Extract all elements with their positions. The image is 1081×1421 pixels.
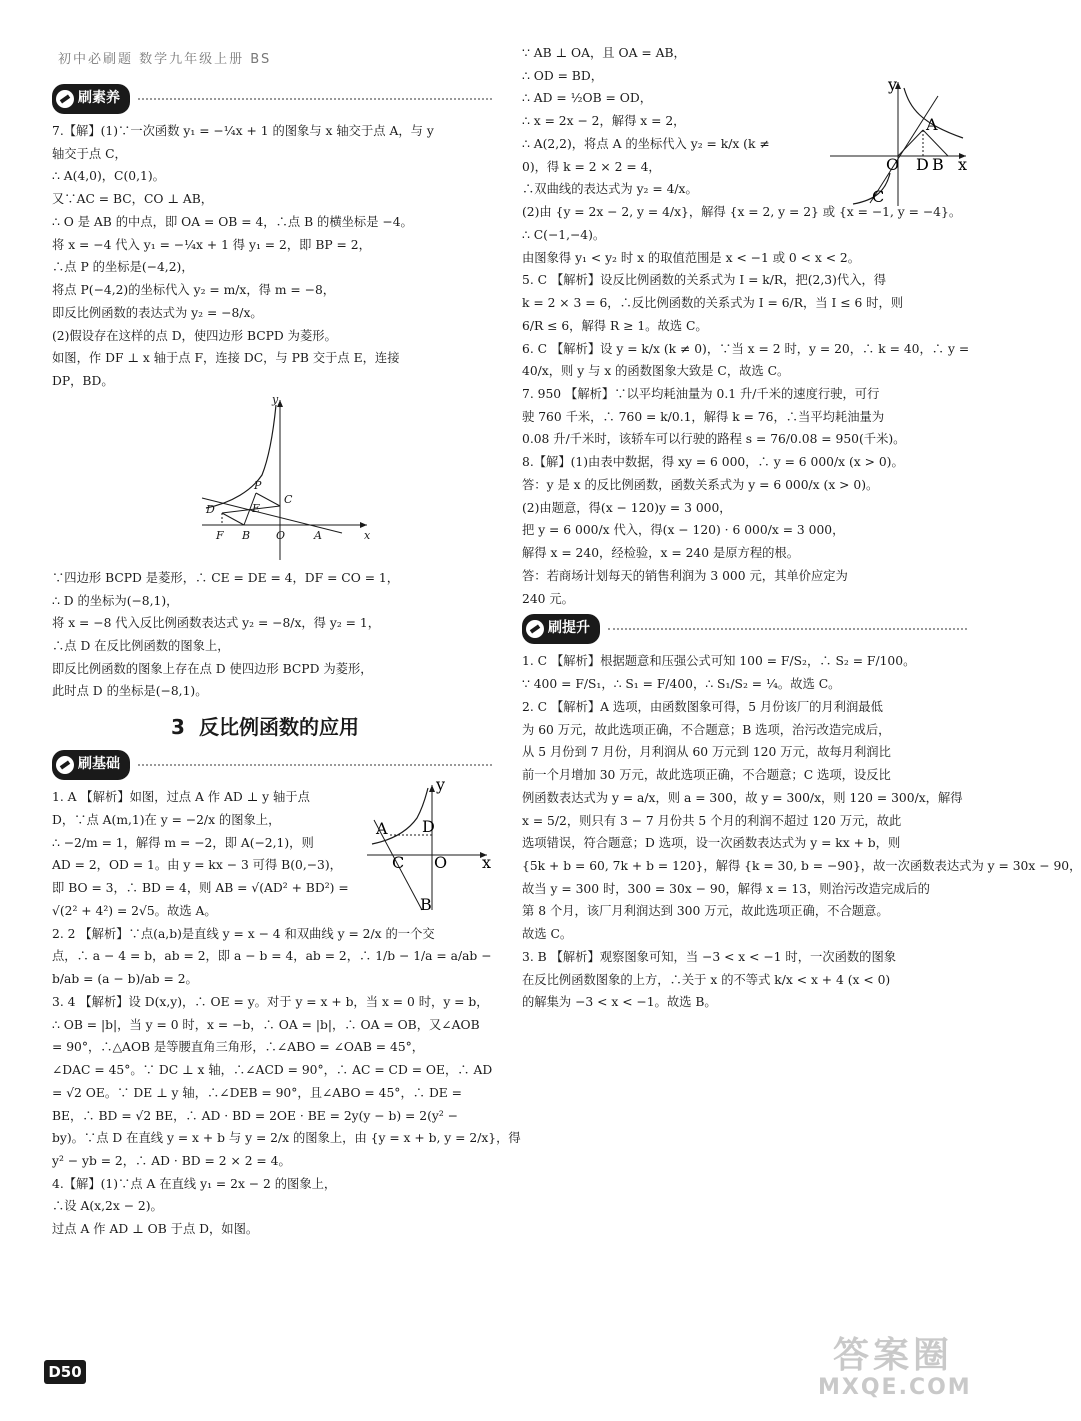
text-line: 3. 4 【解析】设 D(x,y)，∴ OE = y。对于 y = x + b，当 x = 0 时，y = b，	[52, 994, 489, 1009]
text-line: {5k + b = 60, 7k + b = 120}，解得 {k = 30, b = −90}，故一次函数表达式为 y = 30x − 90，	[522, 858, 1081, 873]
svg-text:C: C	[392, 853, 405, 872]
text-line: ∴ AD = ½OB = OD，	[522, 91, 652, 106]
text-line: (2)由题意，得(x − 120)y = 3 000，	[522, 500, 732, 515]
svg-text:A: A	[314, 528, 322, 542]
solution-7-part2	[52, 567, 492, 703]
text-line: b/ab = (a − b)/ab = 2。	[52, 972, 198, 987]
text-line: 7. 950 【解析】∵以平均耗油量为 0.1 升/千米的速度行驶，可行	[522, 387, 880, 402]
text-line: 为 60 万元，故此选项正确，不合题意；B 选项，治污改造完成后，	[522, 722, 891, 737]
watermark-url: MXQE.COM	[818, 1375, 972, 1400]
text-line: 2. C 【解析】A 选项，由函数图象可得，5 月份该厂的月利润最低	[522, 699, 883, 714]
svg-text:D: D	[916, 155, 929, 174]
text-line: 第 8 个月，该厂月利润达到 300 万元，故此选项正确，不合题意。	[522, 904, 889, 919]
svg-text:B: B	[242, 528, 251, 542]
text-line: 40/x，则 y 与 x 的函数图象大致是 C，故选 C。	[522, 364, 790, 379]
text-line: 1. C 【解析】根据题意和压强公式可知 100 = F/S₂，∴ S₂ = F/100。	[522, 654, 916, 669]
banner-tisheng	[522, 614, 967, 644]
text-line: = 90°，∴△AOB 是等腰直角三角形，∴∠ABO = ∠OAB = 45°，	[52, 1040, 425, 1055]
svg-text:P: P	[254, 478, 262, 492]
text-line: 2. 2 【解析】∵点(a,b)是直线 y = x − 4 和双曲线 y = 2/x 的一个交	[52, 926, 435, 941]
text-line: 驶 760 千米，∴ 760 = k/0.1，解得 k = 76，∴当平均耗油量为	[522, 409, 885, 424]
text-line: 将 x = −8 代入反比例函数表达式 y₂ = −8/x，得 y₂ = 1，	[52, 616, 380, 631]
pencil-icon	[56, 90, 74, 108]
text-line: 240 元。	[522, 591, 574, 606]
text-line: ∴ O 是 AB 的中点，即 OA = OB = 4，∴点 B 的横坐标是 −4。	[52, 214, 413, 229]
svg-text:D: D	[422, 817, 435, 836]
text-line: 将点 P(−4,2)的坐标代入 y₂ = m/x，得 m = −8，	[52, 283, 336, 298]
svg-text:O: O	[886, 155, 900, 174]
text-line: ∴点 P 的坐标是(−4,2)，	[52, 260, 194, 275]
text-line: AD = 2，OD = 1。由 y = kx − 3 可得 B(0,−3)，	[52, 858, 342, 873]
badge-label: 刷素养	[78, 90, 120, 107]
text-line: 故当 y = 300 时，300 = 30x − 90，解得 x = 13，则治污改造完成后的	[522, 881, 930, 896]
dotted-rule	[138, 98, 492, 100]
text-line: 轴交于点 C，	[52, 146, 127, 161]
pencil-icon	[526, 620, 544, 638]
text-line: 即反比例函数的表达式为 y₂ = −8/x。	[52, 305, 263, 320]
text-line: 把 y = 6 000/x 代入，得(x − 120) · 6 000/x = 3 000，	[522, 523, 845, 538]
text-line: 6/R ≤ 6，解得 R ≥ 1。故选 C。	[522, 318, 708, 333]
text-line: ∴点 D 在反比例函数的图象上，	[52, 639, 230, 654]
text-line: ∴双曲线的表达式为 y₂ = 4/x。	[522, 182, 698, 197]
text-line: 0.08 升/千米时，该轿车可以行驶的路程 s = 76/0.08 = 950(千米)。	[522, 432, 906, 447]
svg-text:y: y	[888, 75, 898, 94]
section-number: 3	[171, 715, 185, 740]
svg-text:x: x	[364, 528, 371, 542]
text-line: k = 2 × 3 = 6，∴反比例函数的关系式为 I = 6/R，当 I ≤ 6 时，则	[522, 296, 904, 311]
text-line: ∵ AB ⊥ OA，且 OA = AB，	[522, 46, 686, 60]
text-line: 8.【解】(1)由表中数据，得 xy = 6 000，∴ y = 6 000/x (x > 0)。	[522, 455, 904, 470]
svg-text:O: O	[434, 853, 448, 872]
text-line: ∵四边形 BCPD 是菱形，∴ CE = DE = 4，DF = CO = 1，	[52, 570, 400, 585]
page-number: D50	[44, 1360, 86, 1384]
svg-text:C: C	[284, 492, 293, 506]
svg-text:D: D	[206, 502, 215, 516]
text-line: (2)假设存在这样的点 D，使四边形 BCPD 为菱形。	[52, 328, 337, 343]
dotted-rule	[138, 764, 492, 766]
text-line: 答：若商场计划每天的销售利润为 3 000 元，其单价应定为	[522, 568, 848, 583]
text-line: y² − yb = 2，∴ AD · BD = 2 × 2 = 4。	[52, 1153, 291, 1168]
text-line: 即反比例函数的图象上存在点 D 使四边形 BCPD 为菱形，	[52, 661, 373, 676]
text-line: (2)由 {y = 2x − 2, y = 4/x}，解得 {x = 2, y = 2} 或 {x = −1, y = −4}。	[522, 205, 962, 220]
text-line: 从 5 月份到 7 月份，月利润从 60 万元到 120 万元，故每月利润比	[522, 745, 891, 760]
svg-text:y: y	[436, 775, 446, 794]
text-line: x = 5/2，则只有 3 − 7 月份共 5 个月的利润不超过 120 万元，故此	[522, 813, 902, 828]
text-line: 点，∴ a − 4 = b，ab = 2，即 a − b = 4，ab = 2，∴ 1/b − 1/a = a/ab −	[52, 949, 492, 964]
text-line: DP，BD。	[52, 374, 114, 389]
text-line: ∴ OB = |b|，当 y = 0 时，x = −b，∴ OA = |b|，∴ OA = OB，又∠AOB	[52, 1017, 480, 1032]
dotted-rule	[608, 628, 967, 630]
figure-q4-graph	[828, 75, 968, 208]
text-line: 的解集为 −3 < x < −1。故选 B。	[522, 995, 717, 1010]
badge	[52, 750, 130, 780]
watermark-logo-text: 答案圈	[832, 1335, 953, 1376]
text-line: ∴ C(−1,−4)。	[522, 227, 606, 242]
svg-text:O: O	[276, 528, 286, 542]
text-line: 在反比例函数图象的上方，∴关于 x 的不等式 k/x < x + 4 (x < 0)	[522, 972, 891, 987]
text-line: ∴ x = 2x − 2，解得 x = 2，	[522, 114, 686, 129]
text-line: 0)，得 k = 2 × 2 = 4，	[522, 159, 661, 174]
text-line: by)。∵点 D 在直线 y = x + b 与 y = 2/x 的图象上，由 {y = x + b, y = 2/x}，得	[52, 1131, 521, 1146]
advanced-solutions	[522, 650, 1081, 1014]
text-line: 例函数表达式为 y = a/x，则 a = 300，故 y = 300/x，则 120 = 300/x，解得	[522, 790, 963, 805]
text-line: 故选 C。	[522, 927, 573, 942]
banner-suyang	[52, 84, 492, 114]
pencil-icon	[56, 756, 74, 774]
badge	[522, 614, 600, 644]
svg-text:x: x	[958, 155, 968, 174]
svg-text:A: A	[926, 115, 938, 134]
text-line: BE，∴ BD = √2 BE，∴ AD · BD = 2OE · BE = 2y(y − b) = 2(y² −	[52, 1108, 458, 1123]
text-line: D，∵点 A(m,1)在 y = −2/x 的图象上，	[52, 812, 281, 827]
badge-label: 刷提升	[548, 620, 590, 637]
badge	[52, 84, 130, 114]
text-line: 此时点 D 的坐标是(−8,1)。	[52, 684, 208, 699]
text-line: 前一个月增加 30 万元，故此选项正确，不合题意；C 选项，设反比	[522, 768, 891, 783]
banner-jichu	[52, 750, 492, 780]
text-line: = √2 OE。∵ DE ⊥ y 轴，∴∠DEB = 90°，且∠ABO = 45°，∴ DE =	[52, 1085, 462, 1100]
left-column	[52, 80, 521, 1241]
solution-7-part1	[52, 120, 492, 393]
svg-text:E: E	[252, 501, 261, 515]
text-line: 如图，作 DF ⊥ x 轴于点 F，连接 DC，与 PB 交于点 E，连接	[52, 351, 400, 366]
text-line: ∴ A(4,0)，C(0,1)。	[52, 169, 165, 184]
svg-text:A: A	[376, 819, 388, 838]
text-line: 4.【解】(1)∵点 A 在直线 y₁ = 2x − 2 的图象上，	[52, 1176, 337, 1191]
badge-label: 刷基础	[78, 756, 120, 773]
text-line: ∴ A(2,2)，将点 A 的坐标代入 y₂ = k/x (k ≠	[522, 136, 770, 151]
svg-text:x: x	[482, 853, 492, 872]
text-line: 将 x = −4 代入 y₁ = −¼x + 1 得 y₁ = 2，即 BP = 2，	[52, 237, 371, 252]
text-line: 选项错误，符合题意；D 选项，设一次函数表达式为 y = kx + b，则	[522, 836, 901, 851]
svg-text:B: B	[420, 895, 432, 914]
running-header: 初中必刷题 数学九年级上册 BS	[58, 52, 272, 67]
text-line: ∴ D 的坐标为(−8,1)，	[52, 593, 179, 608]
svg-text:y: y	[272, 392, 279, 406]
text-line: 答：y 是 x 的反比例函数，函数关系式为 y = 6 000/x (x > 0)。	[522, 477, 879, 492]
text-line: 即 BO = 3，∴ BD = 4，则 AB = √(AD² + BD²) =	[52, 881, 349, 896]
text-line: 由图象得 y₁ < y₂ 时 x 的取值范围是 x < −1 或 0 < x < 2。	[522, 250, 861, 265]
text-line: 5. C 【解析】设反比例函数的关系式为 I = k/R，把(2,3)代入，得	[522, 273, 887, 288]
section-heading: 反比例函数的应用	[198, 715, 359, 740]
text-line: 过点 A 作 AD ⊥ OB 于点 D，如图。	[52, 1222, 259, 1237]
text-line: ∴ −2/m = 1，解得 m = −2，即 A(−2,1)，则	[52, 835, 314, 850]
text-line: 又∵AC = BC，CO ⊥ AB，	[52, 192, 214, 207]
text-line: 7.【解】(1)∵一次函数 y₁ = −¼x + 1 的图象与 x 轴交于点 A，与 y	[52, 124, 434, 138]
svg-text:B: B	[932, 155, 944, 174]
text-line: ∵ 400 = F/S₁，∴ S₁ = F/400，∴ S₁/S₂ = ¼。故选 C。	[522, 677, 841, 692]
figure-q1-graph	[362, 775, 492, 915]
site-watermark	[818, 1335, 972, 1400]
text-line: ∠DAC = 45°。∵ DC ⊥ x 轴，∴∠ACD = 90°，∴ AC = CD = OE，∴ AD	[52, 1063, 493, 1078]
text-line: ∴设 A(x,2x − 2)。	[52, 1199, 163, 1214]
figure-rhombus-graph	[192, 392, 372, 565]
svg-text:F: F	[216, 528, 224, 542]
svg-text:C: C	[872, 187, 885, 206]
text-line: √(2² + 4²) = 2√5。故选 A。	[52, 903, 217, 918]
text-line: 3. B 【解析】观察图象可知，当 −3 < x < −1 时，一次函数的图象	[522, 949, 897, 964]
text-line: ∴ OD = BD，	[522, 68, 603, 83]
text-line: 解得 x = 240，经检验，x = 240 是原方程的根。	[522, 546, 800, 561]
text-line: 6. C 【解析】设 y = k/x (k ≠ 0)，∵当 x = 2 时，y = 20，∴ k = 40，∴ y =	[522, 341, 970, 356]
text-line: 1. A 【解析】如图，过点 A 作 AD ⊥ y 轴于点	[52, 790, 310, 805]
section-title	[52, 709, 492, 746]
